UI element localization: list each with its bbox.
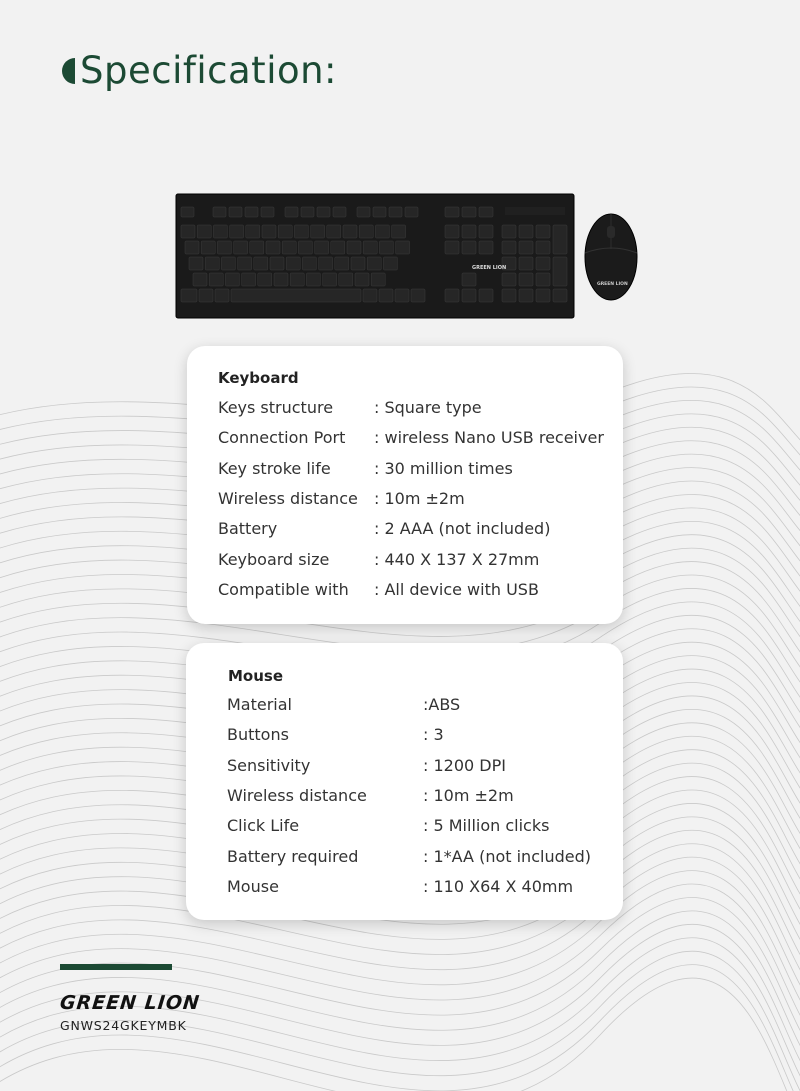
keyboard-key bbox=[367, 257, 381, 270]
spec-label: Wireless distance bbox=[227, 785, 367, 805]
keyboard-key bbox=[462, 241, 476, 254]
keyboard-key bbox=[181, 225, 195, 238]
keyboard-key bbox=[519, 225, 533, 238]
keyboard-key bbox=[553, 225, 567, 254]
keyboard-key bbox=[245, 207, 258, 217]
keyboard-key bbox=[519, 257, 533, 270]
spec-value: : 1*AA (not included) bbox=[423, 846, 591, 866]
half-circle-icon bbox=[62, 58, 75, 84]
spec-value: :ABS bbox=[423, 695, 461, 714]
mouse-heading: Mouse bbox=[228, 667, 284, 685]
spec-label: Sensitivity bbox=[227, 755, 311, 775]
spec-value: : 10m ±2m bbox=[423, 785, 514, 805]
keyboard-key bbox=[339, 273, 353, 286]
keyboard-key bbox=[286, 257, 300, 270]
keyboard-key bbox=[205, 257, 219, 270]
keyboard-key bbox=[347, 241, 361, 254]
keyboard-key bbox=[181, 289, 197, 302]
keyboard-key bbox=[351, 257, 365, 270]
keyboard-key bbox=[411, 289, 425, 302]
spec-row bbox=[218, 519, 618, 541]
status-led-strip bbox=[505, 207, 565, 215]
spec-label: Mouse bbox=[227, 876, 279, 896]
keyboard-key bbox=[225, 273, 239, 286]
keyboard-key bbox=[396, 241, 410, 254]
keyboard-key bbox=[213, 225, 227, 238]
keyboard-key bbox=[355, 273, 369, 286]
keyboard-key bbox=[462, 207, 476, 217]
keyboard-key bbox=[445, 207, 459, 217]
spec-label: Click Life bbox=[227, 816, 300, 836]
spec-value: : 3 bbox=[423, 725, 444, 745]
keyboard-key bbox=[181, 207, 194, 217]
keyboard-key bbox=[389, 207, 402, 217]
mouse-logo: GREEN LION bbox=[597, 282, 628, 287]
keyboard-key bbox=[298, 241, 312, 254]
page-header bbox=[62, 48, 337, 94]
keyboard-key bbox=[479, 241, 493, 254]
keyboard-key bbox=[323, 273, 337, 286]
keyboard-key bbox=[242, 273, 256, 286]
keyboard-key bbox=[301, 207, 314, 217]
keyboard-key bbox=[375, 225, 389, 238]
keyboard-key bbox=[238, 257, 252, 270]
spec-label: Compatible with bbox=[218, 579, 349, 599]
keyboard-key bbox=[479, 225, 493, 238]
keyboard-key bbox=[371, 273, 385, 286]
keyboard-key bbox=[209, 273, 223, 286]
mouse-image bbox=[585, 214, 637, 300]
spec-row bbox=[218, 459, 618, 481]
keyboard-key bbox=[231, 289, 361, 302]
keyboard-key bbox=[331, 241, 345, 254]
keyboard-key bbox=[234, 241, 248, 254]
spec-value: : Square type bbox=[374, 398, 482, 417]
keyboard-key bbox=[519, 289, 533, 302]
keyboard-key bbox=[306, 273, 320, 286]
keyboard-key bbox=[373, 207, 386, 217]
keyboard-key bbox=[343, 225, 357, 238]
keyboard-key bbox=[462, 289, 476, 302]
spec-label: Battery bbox=[218, 519, 278, 539]
keyboard-key bbox=[274, 273, 288, 286]
spec-label: Battery required bbox=[227, 846, 359, 866]
keyboard-key bbox=[363, 241, 377, 254]
spec-row bbox=[227, 756, 627, 778]
keyboard-key bbox=[302, 257, 316, 270]
keyboard-key bbox=[317, 207, 330, 217]
keyboard-key bbox=[294, 225, 308, 238]
keyboard-key bbox=[383, 257, 397, 270]
product-image bbox=[175, 193, 640, 323]
keyboard-key bbox=[379, 241, 393, 254]
keyboard-key bbox=[201, 241, 215, 254]
keyboard-key bbox=[327, 225, 341, 238]
keyboard-key bbox=[379, 289, 393, 302]
keyboard-key bbox=[395, 289, 409, 302]
spec-row bbox=[218, 580, 618, 602]
keyboard-key bbox=[536, 273, 550, 286]
spec-row bbox=[227, 786, 627, 808]
keyboard-key bbox=[246, 225, 260, 238]
keyboard-key bbox=[189, 257, 203, 270]
keyboard-key bbox=[282, 241, 296, 254]
keyboard-heading: Keyboard bbox=[218, 369, 299, 387]
spec-row bbox=[218, 550, 618, 572]
keyboard-key bbox=[392, 225, 406, 238]
spec-label: Connection Port bbox=[218, 428, 346, 448]
keyboard-key bbox=[445, 241, 459, 254]
page-title: Specification: bbox=[80, 49, 338, 92]
keyboard-key bbox=[502, 225, 516, 238]
keyboard-key bbox=[519, 241, 533, 254]
keyboard-key bbox=[335, 257, 349, 270]
spec-row bbox=[227, 816, 627, 838]
spec-row bbox=[218, 489, 618, 511]
keyboard-key bbox=[315, 241, 329, 254]
keyboard-key bbox=[519, 273, 533, 286]
spec-value: : 30 million times bbox=[374, 458, 513, 478]
spec-value: : 2 AAA (not included) bbox=[374, 519, 551, 539]
keyboard-key bbox=[333, 207, 346, 217]
spec-value: : 10m ±2m bbox=[374, 488, 465, 508]
keyboard-key bbox=[262, 225, 276, 238]
keyboard-key bbox=[215, 289, 229, 302]
spec-label: Keys structure bbox=[218, 398, 334, 417]
keyboard-key bbox=[553, 257, 567, 286]
keyboard-key bbox=[278, 225, 292, 238]
keyboard-key bbox=[217, 241, 231, 254]
keyboard-key bbox=[261, 207, 274, 217]
keyboard-key bbox=[185, 241, 199, 254]
keyboard-key bbox=[363, 289, 377, 302]
keyboard-key bbox=[502, 241, 516, 254]
model-number: GNWS24GKEYMBK bbox=[60, 1018, 187, 1033]
keyboard-key bbox=[445, 225, 459, 238]
keyboard-key bbox=[199, 289, 213, 302]
spec-row bbox=[227, 725, 627, 747]
keyboard-key bbox=[479, 289, 493, 302]
keyboard-key bbox=[502, 289, 516, 302]
keyboard-key bbox=[462, 273, 476, 286]
spec-value: : All device with USB bbox=[374, 579, 539, 599]
keyboard-key bbox=[285, 207, 298, 217]
keyboard-key bbox=[197, 225, 211, 238]
spec-value: : 1200 DPI bbox=[423, 755, 506, 775]
keyboard-key bbox=[502, 273, 516, 286]
spec-row bbox=[227, 695, 627, 717]
keyboard-key bbox=[213, 207, 226, 217]
spec-value: : 440 X 137 X 27mm bbox=[374, 549, 540, 569]
keyboard-key bbox=[290, 273, 304, 286]
mouse-spec-card bbox=[186, 643, 623, 920]
keyboard-key bbox=[229, 207, 242, 217]
wave-line bbox=[0, 911, 800, 1070]
keyboard-key bbox=[357, 207, 370, 217]
keyboard-logo: GREEN LION bbox=[472, 265, 507, 271]
keyboard-key bbox=[319, 257, 333, 270]
spec-row bbox=[218, 428, 618, 450]
brand-logo: GREEN LION bbox=[58, 992, 202, 1014]
keyboard-key bbox=[193, 273, 207, 286]
keyboard-key bbox=[266, 241, 280, 254]
keyboard-key bbox=[270, 257, 284, 270]
keyboard-key bbox=[536, 257, 550, 270]
keyboard-key bbox=[230, 225, 244, 238]
footer-accent-bar bbox=[60, 964, 172, 970]
spec-value: : 5 Million clicks bbox=[423, 816, 550, 836]
wave-line bbox=[0, 938, 800, 1091]
keyboard-key bbox=[254, 257, 268, 270]
keyboard-key bbox=[553, 289, 567, 302]
keyboard-key bbox=[221, 257, 235, 270]
spec-label: Key stroke life bbox=[218, 458, 331, 478]
spec-value: : wireless Nano USB receiver bbox=[374, 428, 604, 448]
keyboard-key bbox=[250, 241, 264, 254]
keyboard-key bbox=[536, 225, 550, 238]
keyboard-key bbox=[479, 207, 493, 217]
spec-label: Material bbox=[227, 695, 292, 714]
keyboard-spec-card bbox=[187, 346, 623, 624]
keyboard-key bbox=[311, 225, 325, 238]
keyboard-key bbox=[359, 225, 373, 238]
spec-label: Wireless distance bbox=[218, 488, 358, 508]
keyboard-key bbox=[536, 289, 550, 302]
spec-row bbox=[227, 847, 627, 869]
keyboard-key bbox=[405, 207, 418, 217]
keyboard-key bbox=[536, 241, 550, 254]
spec-row bbox=[227, 877, 627, 899]
keyboard-key bbox=[445, 289, 459, 302]
spec-row bbox=[218, 398, 618, 420]
keyboard-key bbox=[462, 225, 476, 238]
spec-label: Buttons bbox=[227, 725, 289, 745]
spec-label: Keyboard size bbox=[218, 549, 330, 569]
spec-value: : 110 X64 X 40mm bbox=[423, 876, 574, 896]
keyboard-key bbox=[258, 273, 272, 286]
